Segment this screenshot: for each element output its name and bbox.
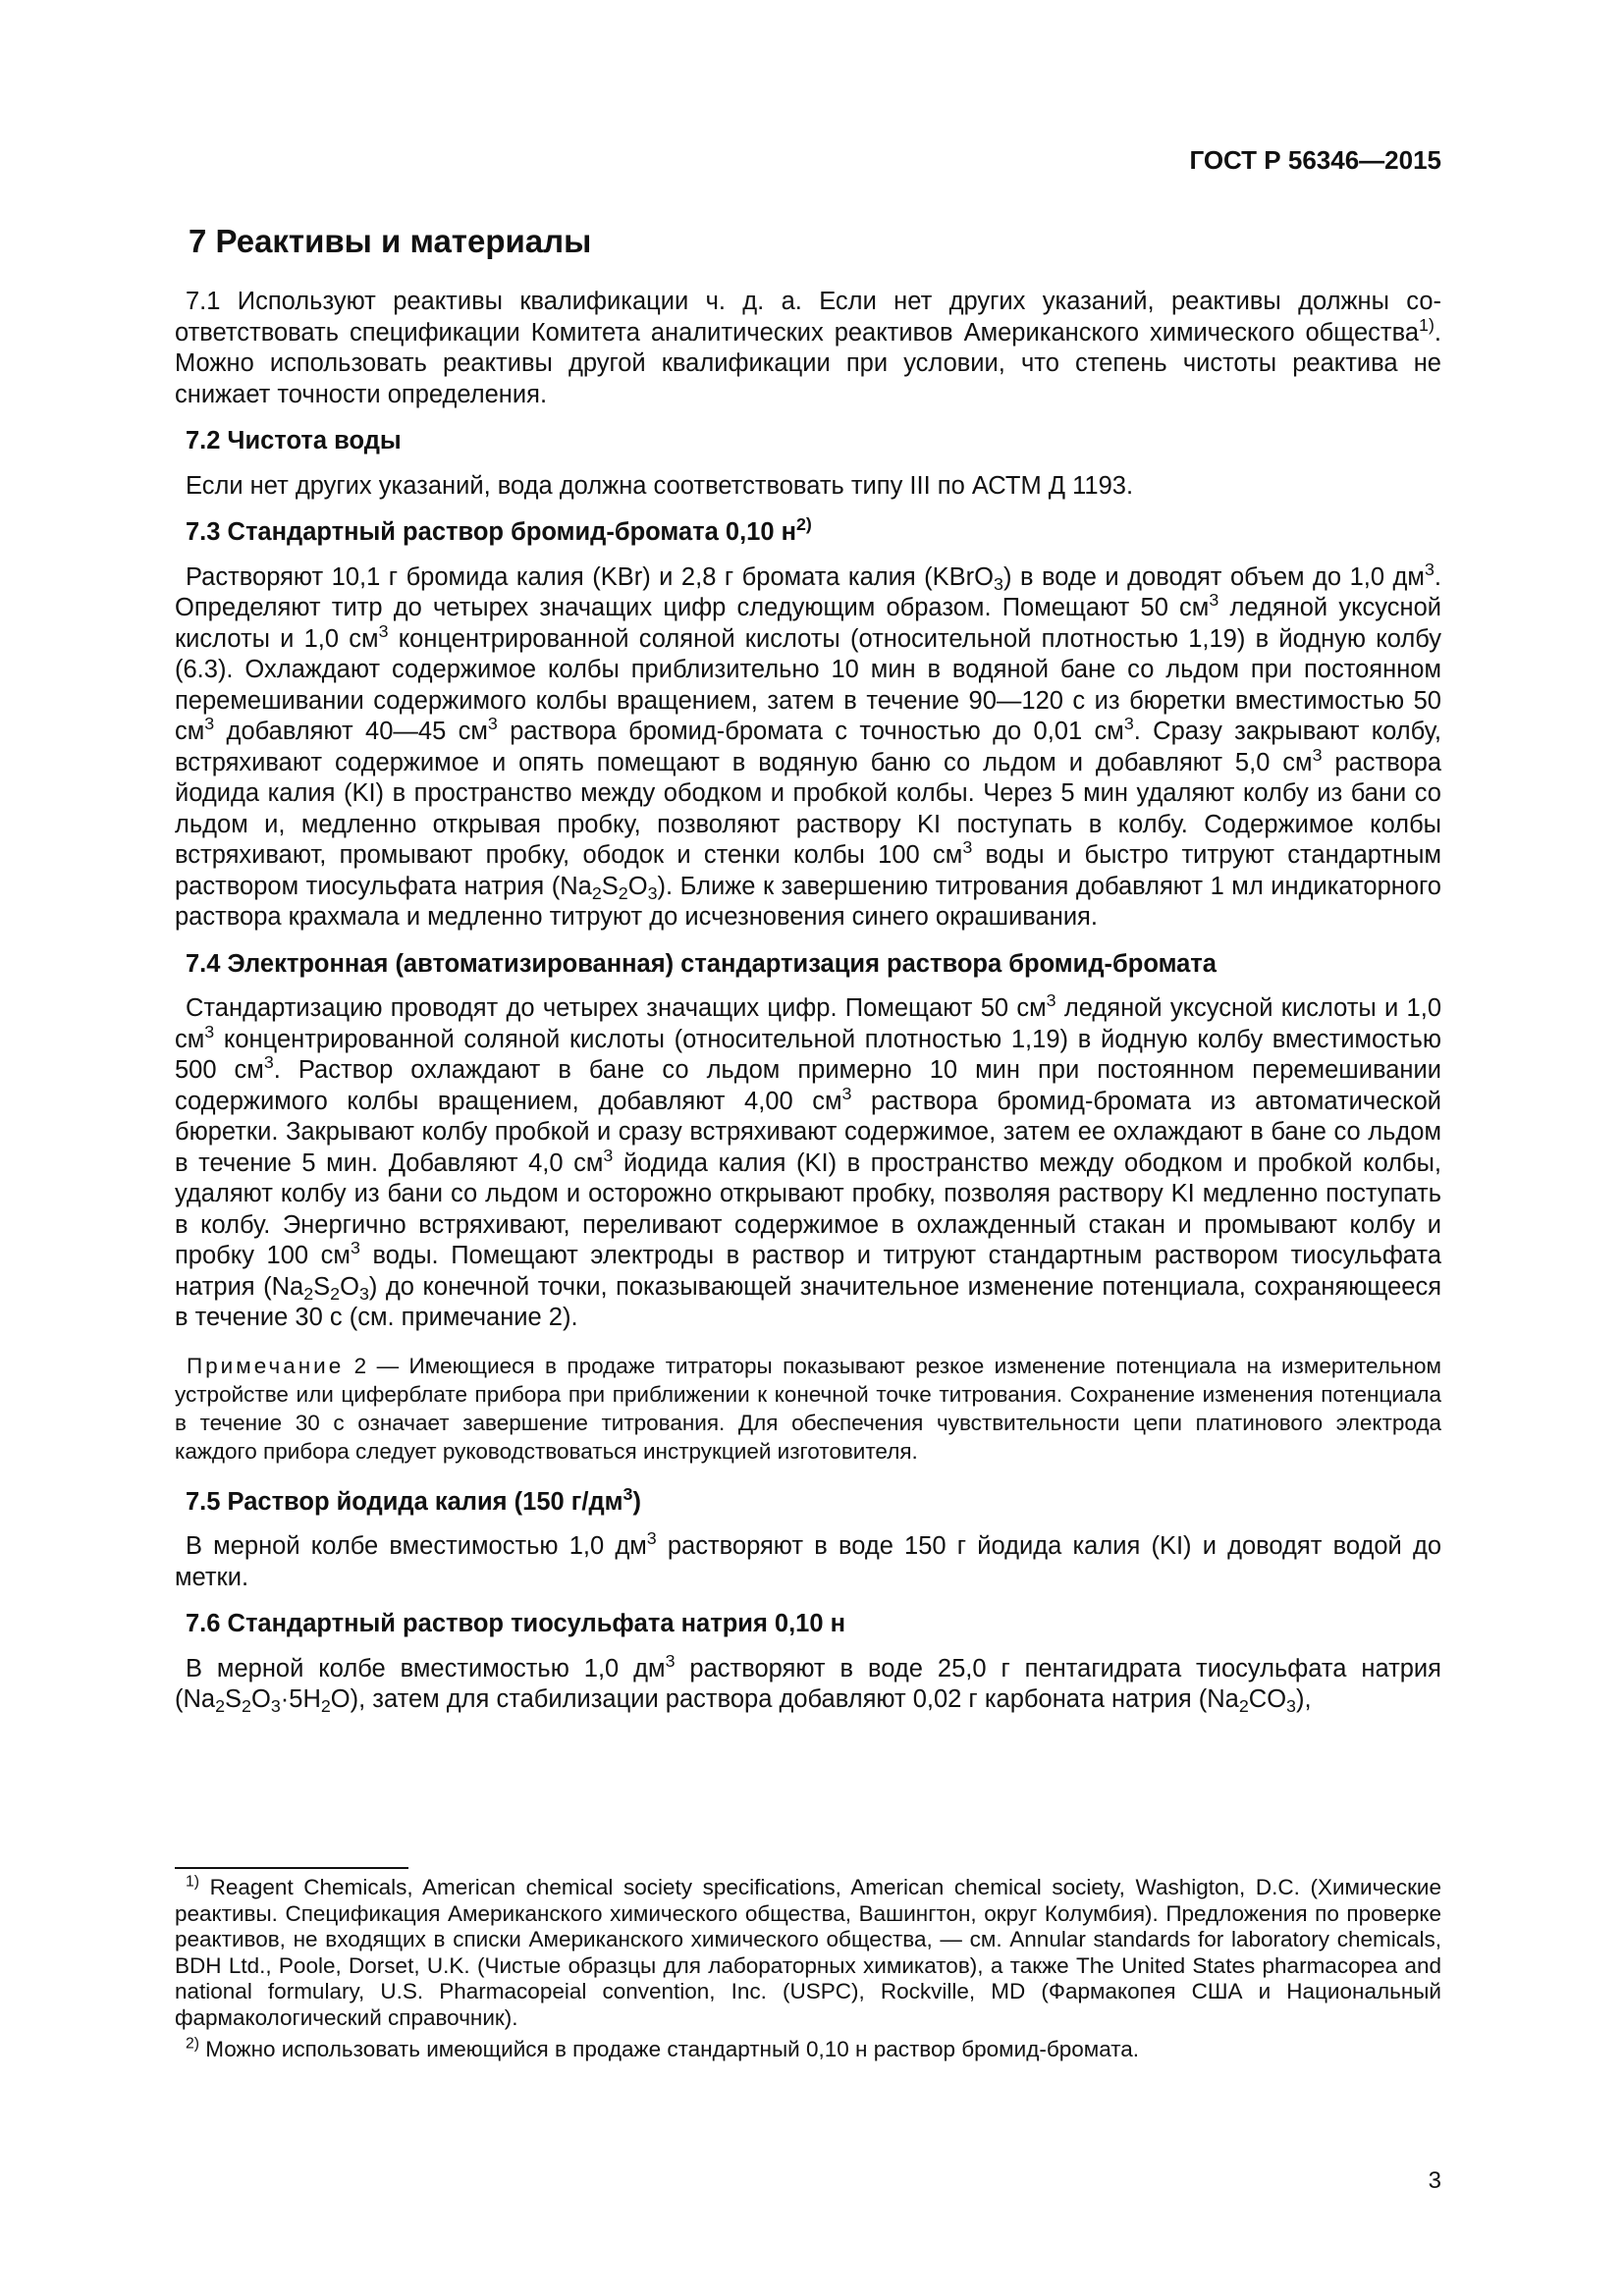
footnote-1: $^{1)}$ Reagent Chemicals, American chemical society specifications, American chemical society, Washigton, D.C. (Химические реактивы. Спецификация Американского химического общества, Вашингтон, округ Колумбия). Предложения по проверке реактивов, не входящих в списки Американского химического общества, — см. Annular standards for laboratory chemicals, BDH Ltd., Poole, Dorset, U.K. (Чистые образцы для лабораторных химикатов), а также The United States pharmacopea and national formulary, U.S. Pharmacopeial convention, Inc. (USPC), Rockville, MD (Фармакопея США и Национальный фармакологический справочник). (175, 1873, 1441, 2030)
document-id: ГОСТ Р 56346—2015 (1189, 145, 1441, 175)
paragraph-7-2: Если нет других указаний, вода должна соответствовать типу III по АСТМ Д 1193. (186, 471, 1134, 500)
section-title: 7 Реактивы и материалы (189, 223, 592, 259)
paragraph-7-5: В мерной колбе вместимостью 1,0 $дм^3$ растворяют в воде 150 г йодида калия (KI) и доводят водой до метки. (175, 1528, 1442, 1591)
footnotes (175, 1867, 1441, 2069)
paragraph-7-3: Растворяют 10,1 г бромида калия (KBr) и 2,8 г бромата калия (KBrO$_3$) в воде и доводят объем до 1,0 $дм^3$. Определяют титр до четырех значащих цифр следующим образом. Помещают 50 $см^3$ ледяной уксусной кислоты и 1,0 $см^3$ концентрированной соляной кислоты (относительной плотностью 1,19) в йодную колбу (6.3). Охлаждают содержимое колбы приблизительно 10 мин в водяной бане со льдом при постоянном перемешивании содержимого колбы вращением, затем в течение 90—120 с из бюретки вместимостью 50 $см^3$ добавляют 40—45 $см^3$ раствора бромид-бромата с точностью до 0,01 $см^3$. Сразу закрывают колбу, встряхивают содержимое и опять помещают в водяную баню со льдом и добавляют 5,0 $см^3$ раствора йодида калия (KI) в пространство между ободком и пробкой колбы. Через 5 мин удаляют колбу из бани со льдом и, медленно открывая пробку, позволяют раствору KI поступать в колбу. Содержимое колбы встряхивают, промывают пробку, ободок и стенки колбы 100 $см^3$ воды и быстро титруют стандартным раствором тиосульфата натрия $(Na_2S_2O_3)$. Ближе к завершению титрования добавляют 1 мл индикаторного раствора крахмала и медленно титруют до исчезновения синего окрашивания. (175, 559, 1442, 931)
footnote-ref[interactable]: 1) (1419, 314, 1435, 335)
page-content (175, 222, 1441, 1716)
subsection-title-7-4: 7.4 Электронная (автоматизированная) стандартизация раствора бромид-бромата (186, 949, 1217, 978)
footnote-2: $^{2)}$ Можно использовать имеющийся в продаже стандартный 0,10 н раствор бромид-бромата. (186, 2035, 1140, 2061)
note-2: Примечание 2 — Имеющиеся в продаже титраторы показывают резкое изменение потенциала на измерительном устройстве или циферблате прибора при приближении к конечной точке титрования. Сохранение изменения потенциала в течение 30 с означает завершение титрования. Для обеспечения чувствительности цепи платинового электрода каждого прибора следует руководствоваться инструкцией изготовителя. (175, 1353, 1441, 1464)
footnote-ref[interactable]: 2) (796, 514, 812, 535)
subsection-title-7-3: 7.3 Стандартный раствор бромид-бромата 0,10 $н^{2)}$ (186, 514, 812, 546)
subsection-title-7-2: 7.2 Чистота воды (186, 427, 402, 454)
paragraph-7-6: В мерной колбе вместимостью 1,0 $дм^3$ растворяют в воде 25,0 г пентагидрата тиосульфата натрия $(Na_2S_2O_3\cdot 5H_2O)$, затем для стабилизации раствора добавляют 0,02 г карбоната натрия $(Na_2CO_3)$, (175, 1650, 1441, 1716)
subsection-title-7-5: 7.5 Раствор йодида калия (150 $г/дм^3$) (186, 1483, 641, 1516)
page-number: 3 (1428, 2167, 1441, 2194)
paragraph-7-1: 7.1 Используют реактивы квалификации ч. д. а. Если нет других указаний, реактивы должны соответствовать спецификации Комитета аналитических реактивов Американского химического общества$^{1)}$. Можно использовать реактивы другой квалификации при условии, что степень чистоты реактива не снижает точности определения. (175, 288, 1441, 408)
subsection-title-7-6: 7.6 Стандартный раствор тиосульфата натрия 0,10 н (186, 1610, 846, 1637)
note-label: Примечание (187, 1353, 345, 1378)
footnote-divider (175, 1867, 408, 1869)
paragraph-7-4: Стандартизацию проводят до четырех значащих цифр. Помещают 50 $см^3$ ледяной уксусной кислоты и 1,0 $см^3$ концентрированной соляной кислоты (относительной плотностью 1,19) в йодную колбу вместимостью 500 $см^3$. Раствор охлаждают в бане со льдом примерно 10 мин при постоянном перемешивании содержимого колбы вращением, добавляют 4,00 $см^3$ раствора бромид-бромата из автоматической бюретки. Закрывают колбу пробкой и сразу встряхивают содержимое, затем ее охлаждают в бане со льдом в течение 5 мин. Добавляют 4,0 $см^3$ йодида калия (KI) в пространство между ободком и пробкой колбы, удаляют колбу из бани со льдом и осторожно открывают пробку, позволяя раствору KI медленно поступать в колбу. Энергично встряхивают, переливают содержимое в охлажденный стакан и промывают колбу и пробку 100 $см^3$ воды. Помещают электроды в раствор и титруют стандартным раствором тиосульфата натрия $(Na_2S_2O_3)$ до конечной точки, показывающей значительное изменение потенциала, сохраняющееся в течение 30 с (см. примечание 2). (175, 990, 1441, 1331)
